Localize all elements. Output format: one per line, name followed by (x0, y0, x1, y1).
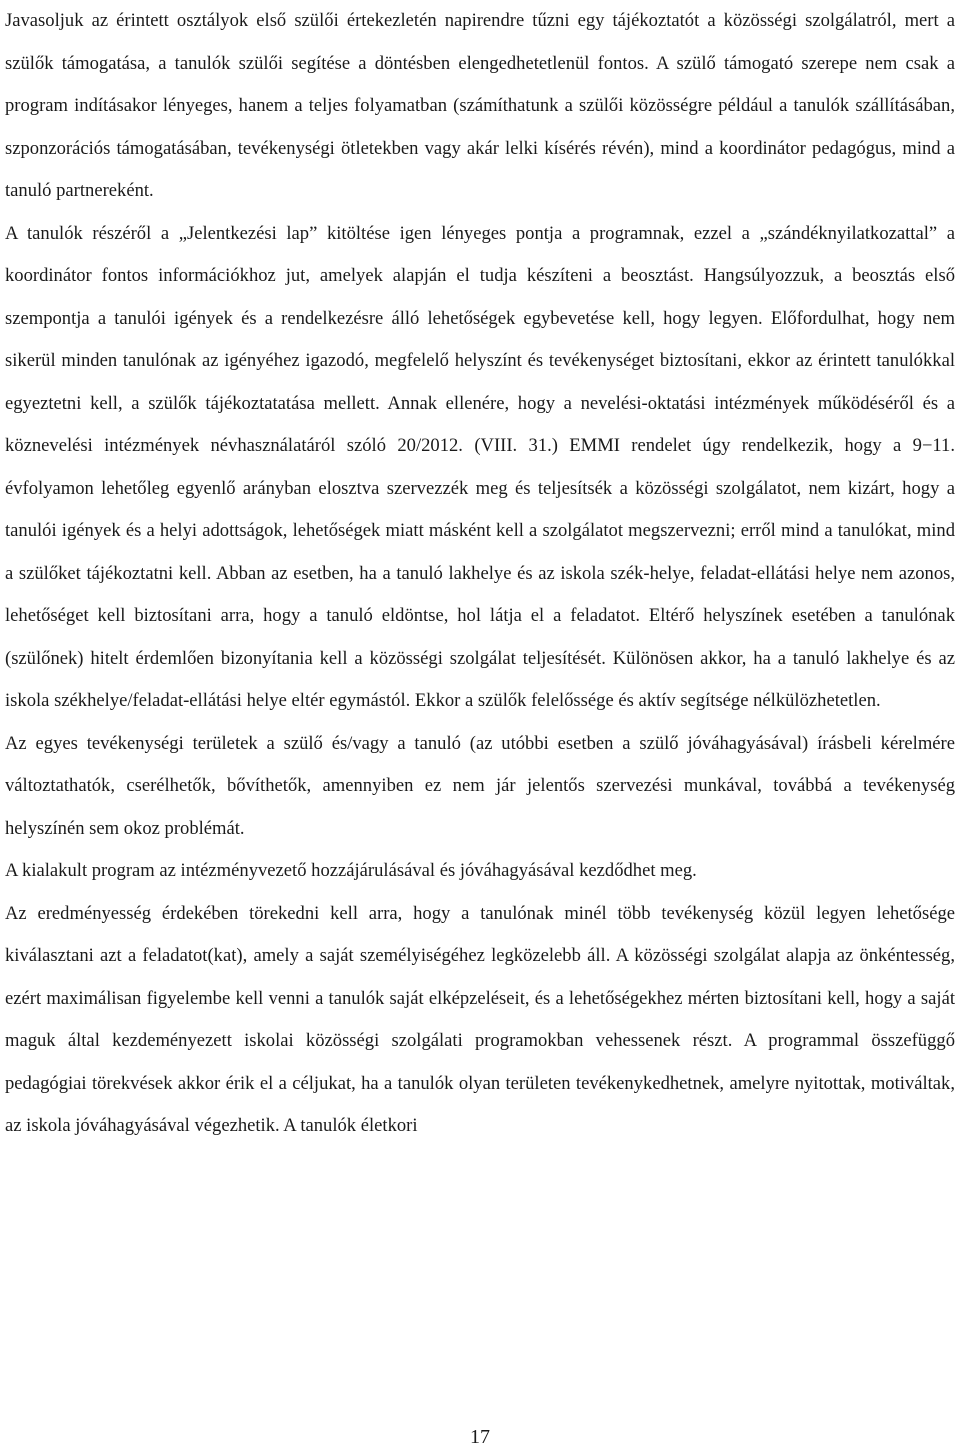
paragraph-parent-role: Javasoljuk az érintett osztályok első szülői értekezletén napirendre tűzni egy tájékoztatót a közösségi szolgálatról, mert a szülők támogatása, a tanulók szülői segítése a döntésben elengedhetetlenül fontos. A szülő támogató szerepe nem csak a program indításakor lényeges, hanem a teljes folyamatban (számíthatunk a szülői közösségre például a tanulók szállításában, szponzorációs támogatásában, tevékenységi ötletekben vagy akár lelki kísérés révén), mind a koordinátor pedagógus, mind a tanuló partnereként. (5, 10, 955, 201)
page-number: 17 (470, 1426, 490, 1448)
body-text (5, 0, 955, 1148)
paragraph-program-approval: A kialakult program az intézményvezető hozzájárulásával és jóváhagyásával kezdődhet meg. (5, 860, 697, 881)
paragraph-effectiveness: Az eredményesség érdekében törekedni kell arra, hogy a tanulónak minél több tevékenység közül legyen lehetősége kiválasztani azt a feladatot(kat), amely a saját személyiségéhez legközelebb áll. A közösségi szolgálat alapja az önkéntesség, ezért maximálisan figyelembe kell venni a tanulók saját elképzeléseit, és a lehetőségekhez mérten biztosítani kell, hogy a saját maguk által kezdeményezett iskolai közösségi szolgálati programokban vehessenek részt. A programmal összefüggő pedagógiai törekvések akkor érik el a céljukat, ha a tanulók olyan területen tevékenykedhetnek, amelyre nyitottak, motiváltak, az iskola jóváhagyásával végezhetik. A tanulók életkori (5, 902, 955, 1136)
paragraph-application-form: A tanulók részéről a „Jelentkezési lap” kitöltése igen lényeges pontja a programnak, ezzel a „szándéknyilatkozattal” a koordinátor fontos információkhoz jut, amelyek alapján el tudja készíteni a beosztást. Hangsúlyozzuk, a beosztás első szempontja a tanulói igények és a rendelkezésre álló lehetőségek egybevetése kell, hogy legyen. Előfordulhat, hogy nem sikerül minden tanulónak az igényéhez igazodó, megfelelő helyszínt és tevékenységet biztosítani, ekkor az érintett tanulókkal egyeztetni kell, a szülők tájékoztatatása mellett. Annak ellenére, hogy a nevelési-oktatási intézmények működéséről és a köznevelési intézmények névhasználatáról szóló 20/2012. (VIII. 31.) EMMI rendelet úgy rendelkezik, hogy a 9−11. évfolyamon lehetőleg egyenlő arányban elosztva szervezzék meg és teljesítsék a közösségi szolgálatot, nem kizárt, hogy a tanulói igények és a helyi adottságok, lehetőségek miatt másként kell a szolgálatot megszervezni; erről mind a tanulókat, mind a szülőket tájékoztatni kell. Abban az esetben, ha a tanuló lakhelye és az iskola szék-helye, feladat-ellátási helye nem azonos, lehetőséget kell biztosítani arra, hogy a tanuló eldöntse, hol látja el a feladatot. Eltérő helyszínek esetében a tanulónak (szülőnek) hitelt érdemlően bizonyítania kell a közösségi szolgálat teljesítését. Különösen akkor, ha a tanuló lakhelye és az iskola székhelye/feladat-ellátási helye eltér egymástól. Ekkor a szülők felelőssége és aktív segítsége nélkülözhetetlen. (5, 222, 955, 711)
paragraph-activity-changes: Az egyes tevékenységi területek a szülő és/vagy a tanuló (az utóbbi esetben a szülő jóváhagyásával) írásbeli kérelmére változtathatók, cserélhetők, bővíthetők, amennyiben ez nem jár jelentős szervezési munkával, továbbá a tevékenység helyszínén sem okoz problémát. (5, 732, 955, 839)
